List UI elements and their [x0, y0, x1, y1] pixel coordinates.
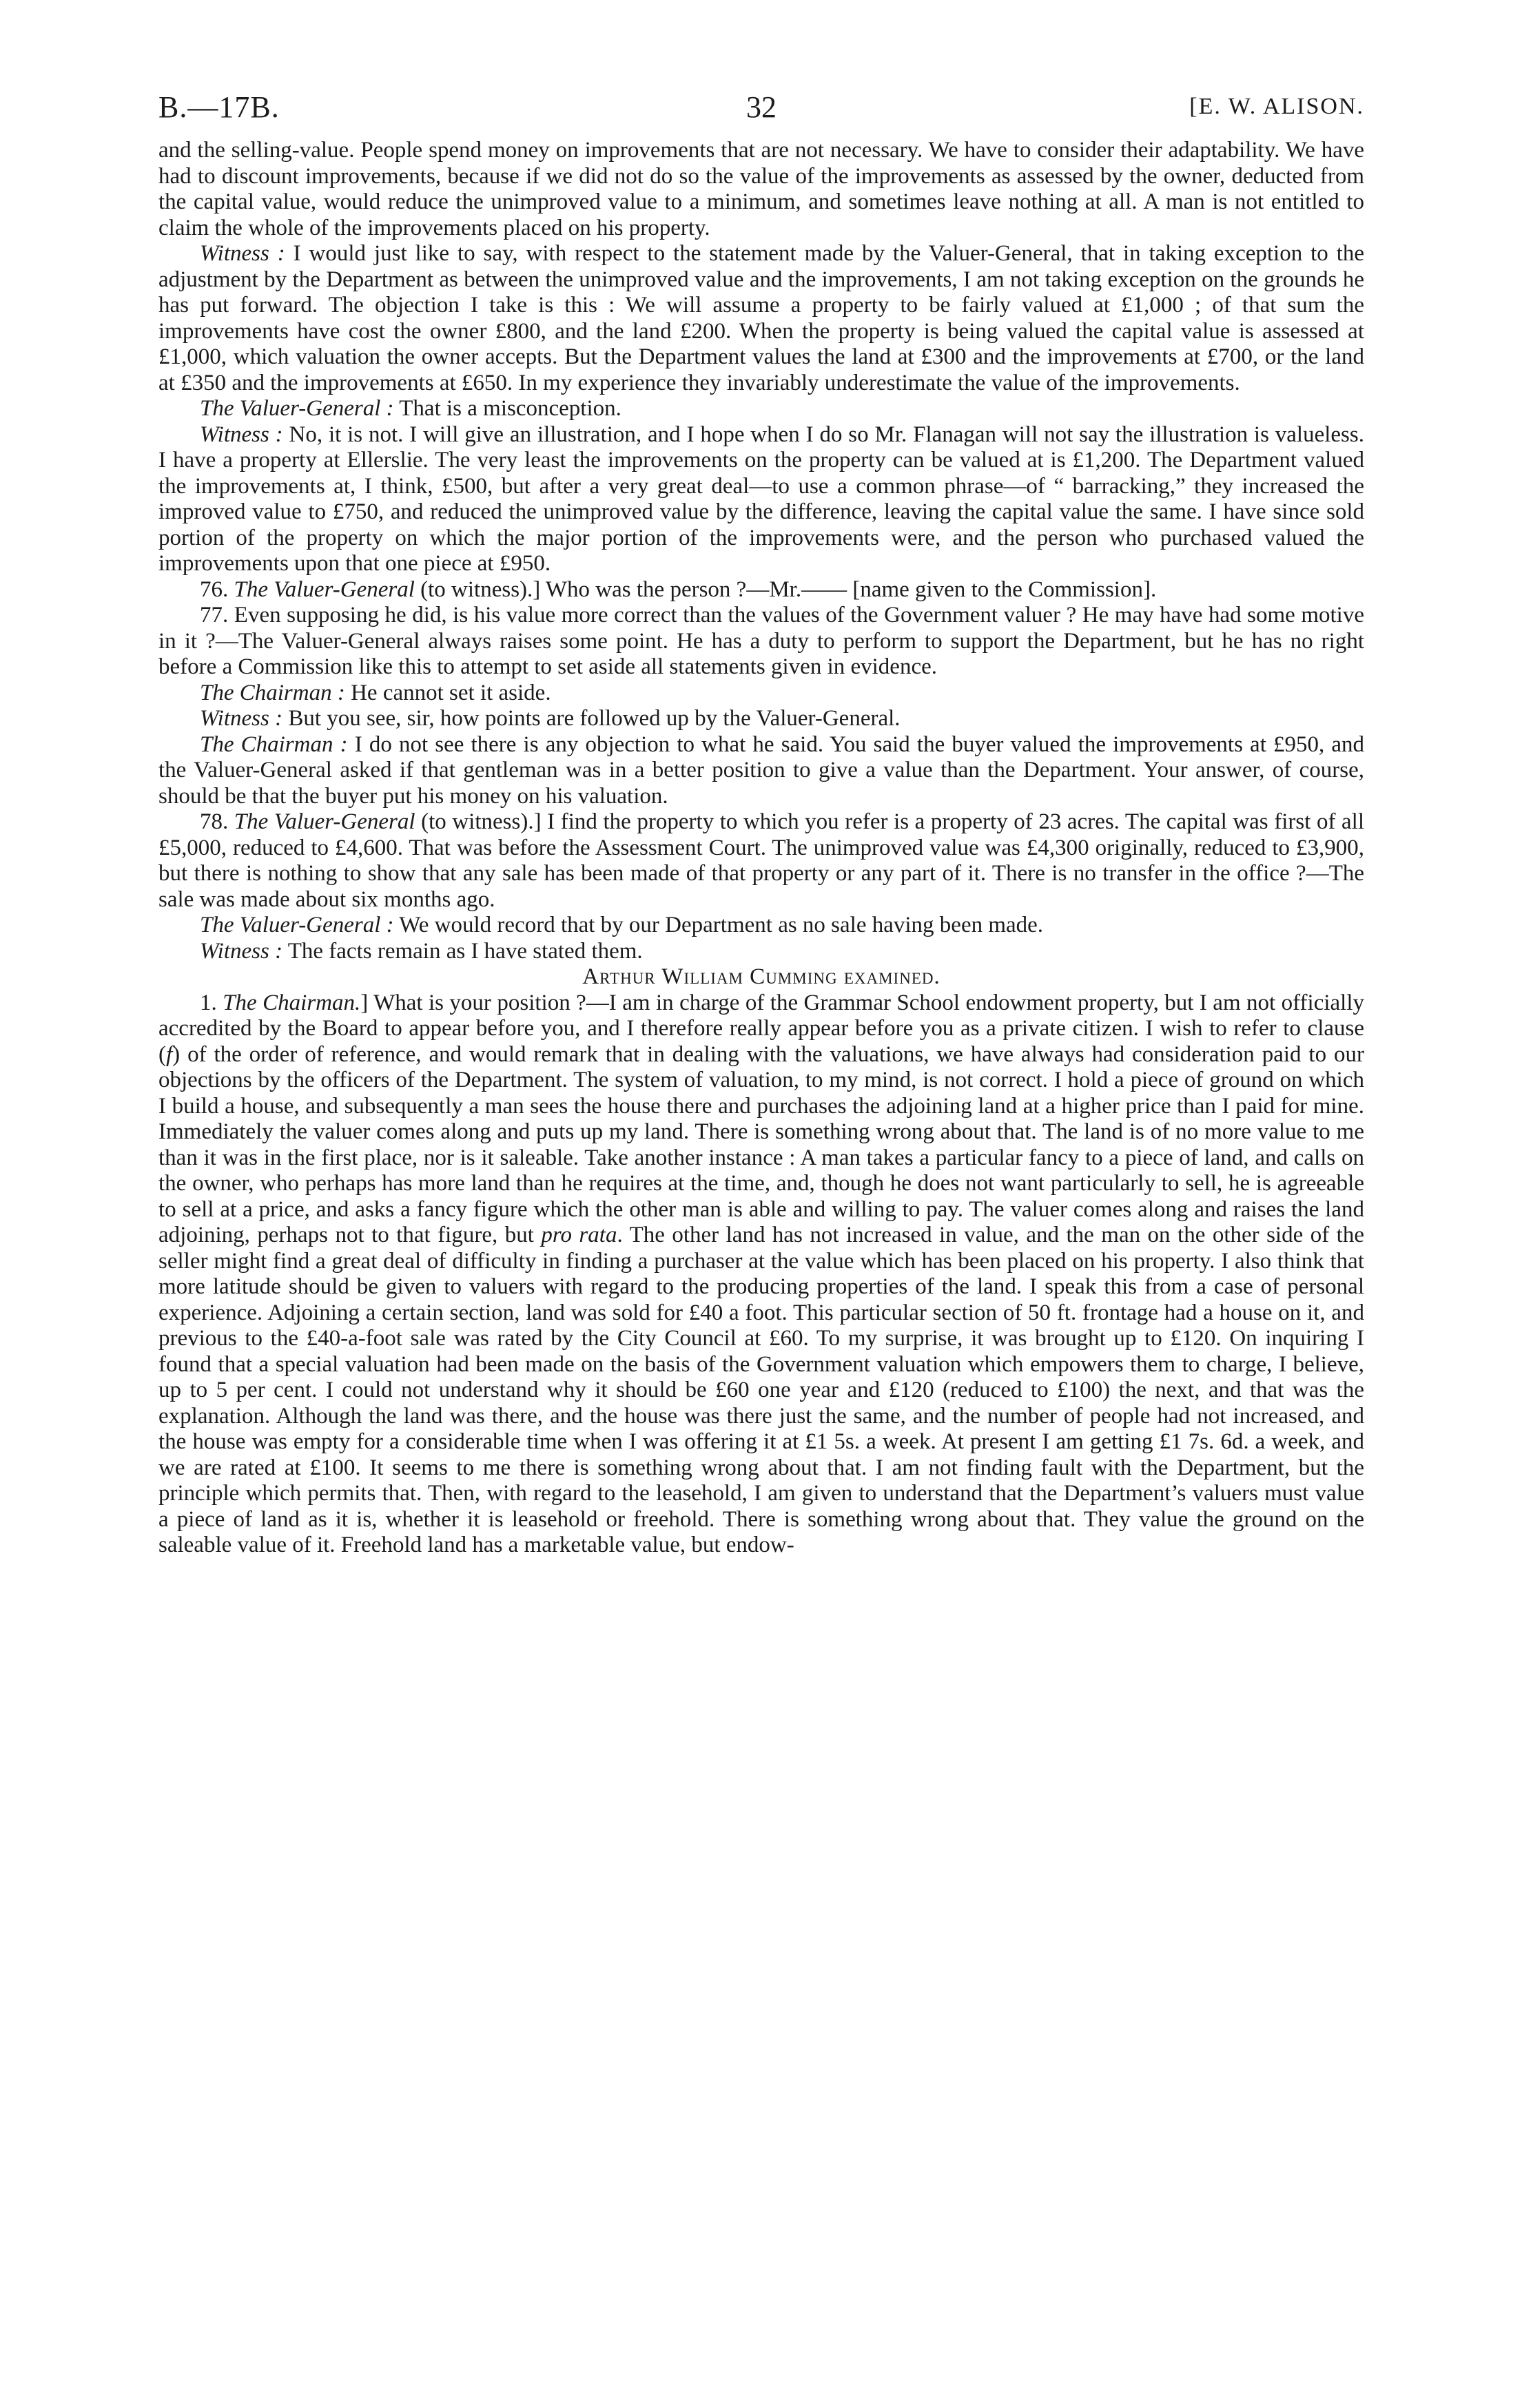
paragraph: and the selling-value. People spend money on improvements that are not necessary. We have to consider their adaptability. We have had to discount improvements, because if we did not do so the value of the improvements as assessed by the owner, deducted from the capital value, would reduce the unimproved value to a minimum, and sometimes leave nothing at all. A man is not entitled to claim the whole of the improvements placed on his property.: [158, 138, 1364, 240]
speaker-label: The Valuer-General :: [200, 396, 394, 421]
paragraph: The Valuer-General : That is a misconception.: [200, 396, 621, 421]
header-witness-name: [E. W. ALISON.: [1189, 94, 1364, 119]
speaker-label: Witness :: [200, 422, 283, 447]
document-body: [158, 138, 1364, 1559]
speaker-label: The Valuer-General: [234, 809, 415, 834]
paragraph: The Chairman : He cannot set it aside.: [200, 680, 551, 705]
page-header: [158, 83, 1364, 138]
section-heading: Arthur William Cumming examined.: [582, 964, 940, 989]
speaker-label: Witness :: [200, 241, 285, 266]
question-number: 78.: [200, 809, 234, 834]
clause-letter: f: [166, 1041, 173, 1067]
header-reference: B.—17B.: [158, 90, 280, 124]
speaker-label: The Chairman :: [200, 731, 348, 757]
latin-phrase: pro rata: [541, 1223, 617, 1247]
paragraph: Witness : No, it is not. I will give an illustration, and I hope when I do so Mr. Flanagan will not say the illustration is valueless. I have a property at Ellerslie. The very least the improvements on the property can be valued at is £1,200. The Department valued the improvements at, I think, £500, but after a very great deal—to use a common phrase—of “ barracking,” they increased the improved value to £750, and reduced the unimproved value by the difference, leaving the capital value the same. I have since sold portion of the property on which the major portion of the improvements were, and the person who purchased valued the improvements upon that one piece at £950.: [158, 422, 1364, 576]
paragraph: Witness : The facts remain as I have stated them.: [200, 938, 643, 964]
document-page: [158, 83, 1364, 1559]
paragraph: Witness : I would just like to say, with respect to the statement made by the Valuer-General, that in taking exception to the adjustment by the Department as between the unimproved value and the improvements, I am not taking exception on the grounds he has put forward. The objection I take is this : We will assume a property to be fairly valued at £1,000 ; of that sum the improvements have cost the owner £800, and the land £200. When the property is being valued the capital value is assessed at £1,000, which valuation the owner accepts. But the Department values the land at £300 and the improvements at £700, or the land at £350 and the improvements at £650. In my experience they invariably underestimate the value of the improvements.: [158, 241, 1365, 395]
paragraph: The Valuer-General : We would record that by our Department as no sale having been made.: [200, 913, 1044, 937]
speaker-label: The Chairman :: [200, 680, 345, 705]
speaker-label: The Valuer-General: [234, 577, 415, 602]
paragraph: 76. The Valuer-General (to witness).] Who was the person ?—Mr.—— [name given to the Commission].: [200, 577, 1157, 602]
speaker-label: Witness :: [200, 706, 283, 731]
paragraph: 78. The Valuer-General (to witness).] I find the property to which you refer is a property of 23 acres. The capital was first of all £5,000, reduced to £4,600. That was before the Assessment Court. The unimproved value was £4,300 originally, reduced to £3,900, but there is nothing to show that any sale has been made of that property or any part of it. There is no transfer in the office ?—The sale was made about six months ago.: [158, 809, 1364, 912]
paragraph: The Chairman : I do not see there is any objection to what he said. You said the buyer valued the improvements at £950, and the Valuer-General asked if that gentleman was in a better position to give a value than the Department. Your answer, of course, should be that the buyer put his money on his valuation.: [158, 731, 1365, 809]
question-number: 1.: [200, 990, 223, 1015]
question-number: 76.: [200, 577, 234, 602]
paragraph: Witness : But you see, sir, how points are followed up by the Valuer-General.: [200, 706, 901, 731]
paragraph: 1. The Chairman.] What is your position ?—I am in charge of the Grammar School endowment property, but I am not officially accredited by the Board to appear before you, and I therefore really appear before you as a private citizen. I wish to refer to clause (f) of the order of reference, and would remark that in dealing with the valuations, we have always had consideration paid to our objections by the officers of the Department. The system of valuation, to my mind, is not correct. I hold a piece of ground on which I build a house, and subsequently a man sees the house there and purchases the adjoining land at a higher price than I paid for mine. Immediately the valuer comes along and puts up my land. There is something wrong about that. The land is of no more value to me than it was in the first place, nor is it saleable. Take another instance : A man takes a particular fancy to a piece of land, and calls on the owner, who perhaps has more land than he requires at the time, and, though he does not want particularly to sell, he is agreeable to sell at a price, and asks a fancy figure which the other man is able and willing to pay. The valuer comes along and raises the land adjoining, perhaps not to that figure, but pro rata. The other land has not increased in value, and the man on the other side of the seller might find a great deal of difficulty in finding a purchaser at the value which has been placed on his property. I also think that more latitude should be given to valuers with regard to the producing properties of the land. I speak this from a case of personal experience. Adjoining a certain section, land was sold for £40 a foot. This particular section of 50 ft. frontage had a house on it, and previous to the £40-a-foot sale was rated by the City Council at £60. To my surprise, it was brought up to £120. On inquiring I found that a special valuation had been made on the basis of the Government valuation which empowers them to charge, I believe, up to 5 per cent. I could not understand why it should be £60 one year and £120 (reduced to £100) the next, and that was the explanation. Although the land was there, and the house was there just the same, and the number of people had not increased, and the house was empty for a considerable time when I was offering it at £1 5s. a week. At present I am getting £1 7s. 6d. a week, and we are rated at £100. It seems to me there is something wrong about that. I am not finding fault with the Department, but the principle which permits that. Then, with regard to the leasehold, I am given to understand that the Department’s valuers must value a piece of land as it is, whether it is leasehold or freehold. There is something wrong about that. They value the ground on the saleable value of it. Freehold land has a marketable value, but endow-: [158, 990, 1365, 1557]
speaker-label: The Chairman.: [223, 990, 361, 1015]
paragraph: 77. Even supposing he did, is his value more correct than the values of the Government valuer ? He may have had some motive in it ?—The Valuer-General always raises some point. He has a duty to perform to support the Department, but he has no right before a Commission like this to attempt to set aside all statements given in evidence.: [158, 603, 1364, 679]
page-number: 32: [746, 90, 777, 124]
speaker-label: The Valuer-General :: [200, 913, 394, 937]
speaker-label: Witness :: [200, 938, 283, 964]
